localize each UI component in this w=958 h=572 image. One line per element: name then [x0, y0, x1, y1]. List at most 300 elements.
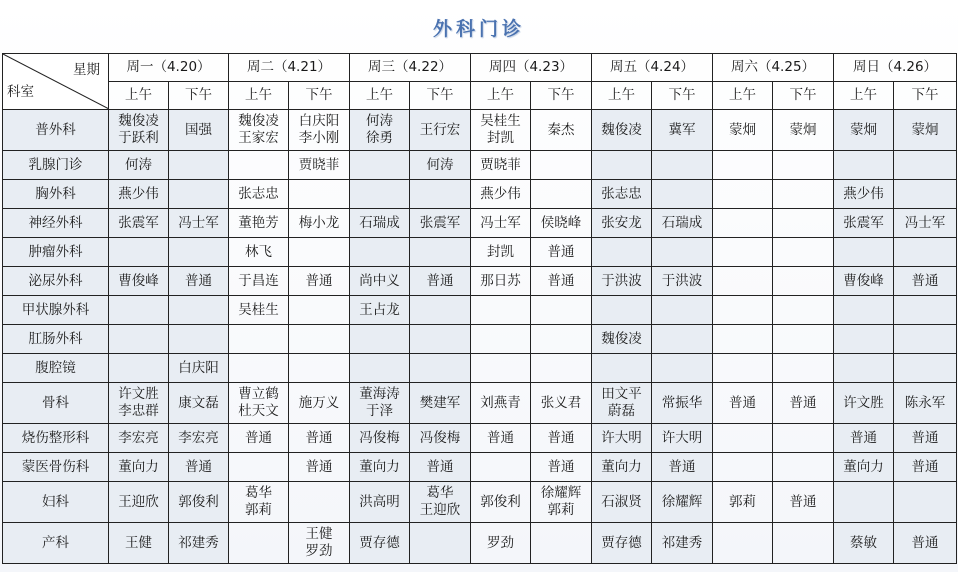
dept-name: 胸外科 — [3, 180, 109, 209]
table-row — [3, 209, 957, 238]
table-row — [3, 523, 957, 564]
schedule-cell — [410, 180, 471, 209]
doctor-name: 李宏亮 — [118, 429, 159, 446]
schedule-cell — [169, 325, 229, 354]
schedule-cell — [652, 325, 713, 354]
schedule-cell — [894, 296, 957, 325]
schedule-cell — [289, 267, 350, 296]
schedule-cell — [834, 267, 894, 296]
day-header-fri: 周五（4.24） — [592, 54, 713, 82]
table-row — [3, 325, 957, 354]
schedule-cell — [169, 383, 229, 424]
doctor-name: 白庆阳 — [178, 359, 219, 376]
schedule-cell — [531, 523, 592, 564]
schedule-cell — [531, 180, 592, 209]
schedule-cell — [471, 296, 531, 325]
schedule-cell — [713, 296, 773, 325]
schedule-cell — [289, 180, 350, 209]
schedule-cell — [289, 424, 350, 453]
doctor-name: 石瑞成 — [661, 214, 703, 231]
schedule-cell — [471, 325, 531, 354]
schedule-cell — [410, 482, 471, 523]
doctor-name: 吴桂生 — [480, 113, 521, 129]
schedule-cell — [773, 180, 834, 209]
schedule-cell — [169, 209, 229, 238]
schedule-cell — [289, 110, 350, 151]
schedule-cell — [834, 325, 894, 354]
doctor-name: 于泽 — [366, 403, 393, 419]
schedule-cell — [289, 325, 350, 354]
schedule-cell — [834, 151, 894, 180]
doctor-name: 那日苏 — [480, 272, 521, 289]
schedule-cell — [471, 267, 531, 296]
schedule-cell — [894, 325, 957, 354]
doctor-name: 普通 — [547, 458, 575, 475]
schedule-cell — [652, 523, 713, 564]
schedule-cell — [773, 238, 834, 267]
doctor-name: 普通 — [850, 429, 877, 446]
schedule-cell — [834, 383, 894, 424]
schedule-cell — [773, 296, 834, 325]
doctor-name: 冀军 — [668, 121, 696, 138]
schedule-cell — [713, 424, 773, 453]
schedule-cell — [894, 424, 957, 453]
am-header: 上午 — [109, 82, 169, 110]
table-row — [3, 267, 957, 296]
schedule-cell — [713, 453, 773, 482]
doctor-name: 樊建军 — [419, 394, 461, 411]
table-row — [3, 151, 957, 180]
schedule-cell — [652, 424, 713, 453]
schedule-cell — [834, 453, 894, 482]
schedule-cell — [713, 325, 773, 354]
doctor-name: 徐勇 — [366, 130, 393, 146]
doctor-name: 普通 — [426, 272, 454, 289]
schedule-cell — [773, 354, 834, 383]
doctor-name: 蒙炯 — [911, 121, 939, 138]
schedule-cell — [531, 238, 592, 267]
doctor-name: 普通 — [487, 429, 514, 446]
schedule-cell — [894, 383, 957, 424]
schedule-cell — [894, 180, 957, 209]
doctor-name: 侯晓峰 — [540, 214, 582, 231]
schedule-cell — [289, 354, 350, 383]
am-header: 上午 — [229, 82, 289, 110]
doctor-name: 李小刚 — [298, 130, 340, 146]
doctor-name: 蒙炯 — [789, 121, 817, 138]
schedule-cell — [713, 209, 773, 238]
doctor-name: 普通 — [426, 458, 454, 475]
schedule-cell — [350, 267, 410, 296]
doctor-name: 普通 — [547, 272, 575, 289]
schedule-cell — [773, 482, 834, 523]
schedule-cell — [410, 325, 471, 354]
schedule-cell — [652, 238, 713, 267]
schedule-cell — [109, 267, 169, 296]
doctor-name: 燕少伟 — [480, 185, 521, 202]
table-row — [3, 354, 957, 383]
doctor-name: 普通 — [668, 458, 696, 475]
am-header: 上午 — [834, 82, 894, 110]
pm-header: 下午 — [410, 82, 471, 110]
schedule-cell — [592, 296, 652, 325]
schedule-cell — [169, 453, 229, 482]
schedule-cell — [289, 238, 350, 267]
doctor-name: 张震军 — [118, 214, 159, 231]
doctor-name: 董向力 — [118, 458, 159, 475]
dept-name: 乳腺门诊 — [3, 151, 109, 180]
doctor-name: 国强 — [185, 121, 212, 138]
schedule-cell — [410, 383, 471, 424]
dept-name: 普外科 — [3, 110, 109, 151]
schedule-cell — [109, 453, 169, 482]
schedule-cell — [652, 110, 713, 151]
doctor-name: 石瑞成 — [359, 214, 400, 231]
doctor-name: 许文胜 — [843, 394, 884, 411]
dept-name: 产科 — [3, 523, 109, 564]
schedule-cell — [531, 354, 592, 383]
doctor-name: 于洪波 — [601, 272, 642, 289]
schedule-cell — [109, 354, 169, 383]
pm-header: 下午 — [894, 82, 957, 110]
doctor-name: 常振华 — [661, 394, 703, 411]
pm-header: 下午 — [531, 82, 592, 110]
schedule-cell — [652, 151, 713, 180]
schedule-cell — [834, 238, 894, 267]
schedule-cell — [471, 482, 531, 523]
dept-name: 肿瘤外科 — [3, 238, 109, 267]
doctor-name: 王健 — [305, 526, 333, 542]
corner-dept-label: 科室 — [7, 84, 34, 100]
schedule-cell — [109, 238, 169, 267]
doctor-name: 董向力 — [359, 458, 400, 475]
doctor-name: 普通 — [911, 429, 939, 446]
schedule-cell — [592, 325, 652, 354]
doctor-name: 冯士军 — [480, 214, 521, 231]
doctor-name: 封凯 — [487, 130, 514, 146]
schedule-cell — [410, 424, 471, 453]
doctor-name: 林飞 — [245, 243, 272, 260]
schedule-cell — [471, 110, 531, 151]
schedule-cell — [410, 453, 471, 482]
schedule-cell — [229, 383, 289, 424]
pm-header: 下午 — [773, 82, 834, 110]
schedule-cell — [894, 238, 957, 267]
schedule-cell — [410, 267, 471, 296]
schedule-cell — [350, 180, 410, 209]
schedule-cell — [592, 383, 652, 424]
schedule-cell — [713, 267, 773, 296]
doctor-name: 魏俊凌 — [601, 330, 642, 347]
dept-name: 泌尿外科 — [3, 267, 109, 296]
table-row — [3, 110, 957, 151]
doctor-name: 张志忠 — [238, 185, 279, 202]
schedule-cell — [350, 238, 410, 267]
doctor-name: 普通 — [185, 272, 212, 289]
doctor-name: 于昌连 — [238, 272, 279, 289]
schedule-cell — [773, 523, 834, 564]
schedule-cell — [350, 110, 410, 151]
day-header-tue: 周二（4.21） — [229, 54, 350, 82]
schedule-cell — [592, 354, 652, 383]
schedule-cell — [713, 523, 773, 564]
schedule-cell — [109, 523, 169, 564]
doctor-name: 曹俊峰 — [843, 272, 884, 289]
day-header-mon: 周一（4.20） — [109, 54, 229, 82]
schedule-cell — [592, 523, 652, 564]
doctor-name: 普通 — [305, 272, 333, 289]
schedule-cell — [350, 383, 410, 424]
doctor-name: 张义君 — [540, 394, 582, 411]
schedule-cell — [592, 482, 652, 523]
schedule-cell — [229, 325, 289, 354]
schedule-cell — [652, 482, 713, 523]
doctor-name: 施万义 — [298, 394, 340, 411]
doctor-name: 郭莉 — [547, 502, 575, 518]
schedule-cell — [713, 238, 773, 267]
schedule-cell — [894, 110, 957, 151]
dept-name: 骨科 — [3, 383, 109, 424]
pm-header: 下午 — [169, 82, 229, 110]
schedule-cell — [531, 151, 592, 180]
doctor-name: 普通 — [911, 458, 939, 475]
doctor-name: 董向力 — [843, 458, 884, 475]
schedule-cell — [289, 383, 350, 424]
doctor-name: 康文磊 — [178, 394, 219, 411]
schedule-cell — [592, 267, 652, 296]
schedule-cell — [834, 180, 894, 209]
doctor-name: 于洪波 — [661, 272, 703, 289]
doctor-name: 蒙炯 — [850, 121, 877, 138]
doctor-name: 董艳芳 — [238, 214, 279, 231]
schedule-cell — [169, 151, 229, 180]
schedule-cell — [471, 180, 531, 209]
schedule-cell — [894, 209, 957, 238]
schedule-cell — [652, 180, 713, 209]
doctor-name: 贾存德 — [601, 534, 642, 551]
schedule-cell — [289, 151, 350, 180]
doctor-name: 郭俊利 — [480, 493, 521, 510]
doctor-name: 郭莉 — [729, 493, 756, 510]
schedule-cell — [713, 354, 773, 383]
dept-name: 烧伤整形科 — [3, 424, 109, 453]
schedule-cell — [109, 383, 169, 424]
schedule-cell — [169, 482, 229, 523]
schedule-cell — [592, 151, 652, 180]
pm-header: 下午 — [652, 82, 713, 110]
schedule-cell — [410, 110, 471, 151]
doctor-name: 普通 — [547, 429, 575, 446]
schedule-cell — [109, 180, 169, 209]
schedule-cell — [350, 482, 410, 523]
doctor-name: 普通 — [305, 458, 333, 475]
dept-name: 腹腔镜 — [3, 354, 109, 383]
table-row — [3, 453, 957, 482]
schedule-cell — [531, 453, 592, 482]
doctor-name: 葛华 — [426, 485, 454, 501]
schedule-cell — [169, 110, 229, 151]
schedule-cell — [531, 110, 592, 151]
schedule-cell — [169, 267, 229, 296]
table-row — [3, 296, 957, 325]
doctor-name: 普通 — [789, 394, 817, 411]
schedule-cell — [350, 523, 410, 564]
schedule-cell — [109, 151, 169, 180]
doctor-name: 王健 — [125, 534, 152, 551]
doctor-name: 封凯 — [487, 243, 514, 260]
schedule-table — [2, 53, 957, 564]
doctor-name: 张安龙 — [601, 214, 642, 231]
doctor-name: 普通 — [729, 394, 756, 411]
schedule-cell — [894, 267, 957, 296]
schedule-cell — [350, 209, 410, 238]
schedule-cell — [410, 238, 471, 267]
schedule-cell — [592, 209, 652, 238]
schedule-cell — [894, 151, 957, 180]
table-row — [3, 238, 957, 267]
doctor-name: 贾晓菲 — [298, 156, 340, 173]
schedule-cell — [289, 209, 350, 238]
doctor-name: 贾存德 — [359, 534, 400, 551]
schedule-cell — [894, 453, 957, 482]
doctor-name: 魏俊凌 — [238, 113, 279, 129]
day-header-thu: 周四（4.23） — [471, 54, 592, 82]
doctor-name: 冯俊梅 — [359, 429, 400, 446]
schedule-cell — [834, 482, 894, 523]
schedule-cell — [169, 424, 229, 453]
schedule-cell — [652, 209, 713, 238]
schedule-cell — [109, 209, 169, 238]
doctor-name: 李忠群 — [118, 403, 159, 419]
schedule-cell — [229, 267, 289, 296]
doctor-name: 蒙炯 — [729, 121, 756, 138]
doctor-name: 何涛 — [366, 113, 393, 129]
doctor-name: 普通 — [185, 458, 212, 475]
schedule-cell — [652, 383, 713, 424]
schedule-cell — [350, 151, 410, 180]
schedule-cell — [471, 209, 531, 238]
schedule-cell — [592, 180, 652, 209]
doctor-name: 祁建秀 — [178, 534, 219, 551]
doctor-name: 张震军 — [419, 214, 461, 231]
doctor-name: 吴桂生 — [238, 301, 279, 318]
doctor-name: 徐耀辉 — [540, 485, 582, 501]
schedule-cell — [169, 296, 229, 325]
schedule-cell — [229, 110, 289, 151]
doctor-name: 陈永军 — [904, 394, 946, 411]
doctor-name: 董向力 — [601, 458, 642, 475]
schedule-cell — [471, 523, 531, 564]
doctor-name: 普通 — [789, 493, 817, 510]
doctor-name: 许大明 — [601, 429, 642, 446]
doctor-name: 王迎欣 — [419, 502, 461, 518]
dept-name: 神经外科 — [3, 209, 109, 238]
schedule-cell — [773, 267, 834, 296]
doctor-name: 秦杰 — [547, 121, 575, 138]
schedule-cell — [652, 453, 713, 482]
schedule-cell — [592, 110, 652, 151]
schedule-cell — [169, 238, 229, 267]
am-header: 上午 — [592, 82, 652, 110]
doctor-name: 徐耀辉 — [661, 493, 703, 510]
corner-header — [3, 54, 109, 110]
doctor-name: 尚中义 — [359, 272, 400, 289]
day-header-sun: 周日（4.26） — [834, 54, 957, 82]
doctor-name: 葛华 — [245, 485, 272, 501]
doctor-name: 普通 — [547, 243, 575, 260]
header-row-ampm — [3, 82, 957, 110]
schedule-cell — [169, 354, 229, 383]
schedule-cell — [834, 424, 894, 453]
doctor-name: 魏俊凌 — [601, 121, 642, 138]
schedule-cell — [773, 209, 834, 238]
schedule-cell — [289, 523, 350, 564]
schedule-cell — [109, 296, 169, 325]
schedule-cell — [410, 354, 471, 383]
schedule-cell — [531, 209, 592, 238]
schedule-cell — [471, 238, 531, 267]
doctor-name: 普通 — [911, 272, 939, 289]
doctor-name: 董海涛 — [359, 386, 400, 402]
doctor-name: 曹立鹤 — [238, 386, 279, 402]
doctor-name: 冯士军 — [178, 214, 219, 231]
pm-header: 下午 — [289, 82, 350, 110]
doctor-name: 洪高明 — [359, 493, 400, 510]
doctor-name: 郭莉 — [245, 502, 272, 518]
schedule-cell — [229, 523, 289, 564]
schedule-cell — [471, 453, 531, 482]
doctor-name: 何涛 — [125, 156, 152, 173]
schedule-cell — [531, 383, 592, 424]
schedule-cell — [713, 482, 773, 523]
dept-name: 甲状腺外科 — [3, 296, 109, 325]
schedule-cell — [109, 325, 169, 354]
doctor-name: 冯士军 — [904, 214, 946, 231]
doctor-name: 李宏亮 — [178, 429, 219, 446]
schedule-cell — [350, 296, 410, 325]
schedule-cell — [471, 151, 531, 180]
schedule-cell — [713, 180, 773, 209]
doctor-name: 张志忠 — [601, 185, 642, 202]
doctor-name: 燕少伟 — [118, 185, 159, 202]
schedule-cell — [410, 151, 471, 180]
doctor-name: 贾晓菲 — [480, 156, 521, 173]
schedule-cell — [471, 354, 531, 383]
schedule-cell — [350, 424, 410, 453]
schedule-cell — [894, 482, 957, 523]
schedule-cell — [652, 296, 713, 325]
table-row — [3, 180, 957, 209]
schedule-cell — [289, 296, 350, 325]
doctor-name: 普通 — [305, 429, 333, 446]
doctor-name: 冯俊梅 — [419, 429, 461, 446]
doctor-name: 王行宏 — [419, 121, 461, 138]
schedule-cell — [109, 482, 169, 523]
doctor-name: 燕少伟 — [843, 185, 884, 202]
doctor-name: 杜天文 — [238, 403, 279, 419]
schedule-cell — [229, 482, 289, 523]
doctor-name: 普通 — [911, 534, 939, 551]
doctor-name: 王家宏 — [238, 130, 279, 146]
corner-weekday-label: 星期 — [73, 62, 100, 78]
schedule-cell — [229, 354, 289, 383]
schedule-cell — [894, 523, 957, 564]
schedule-cell — [289, 453, 350, 482]
schedule-cell — [834, 354, 894, 383]
schedule-cell — [109, 110, 169, 151]
doctor-name: 普通 — [245, 429, 272, 446]
schedule-cell — [773, 453, 834, 482]
